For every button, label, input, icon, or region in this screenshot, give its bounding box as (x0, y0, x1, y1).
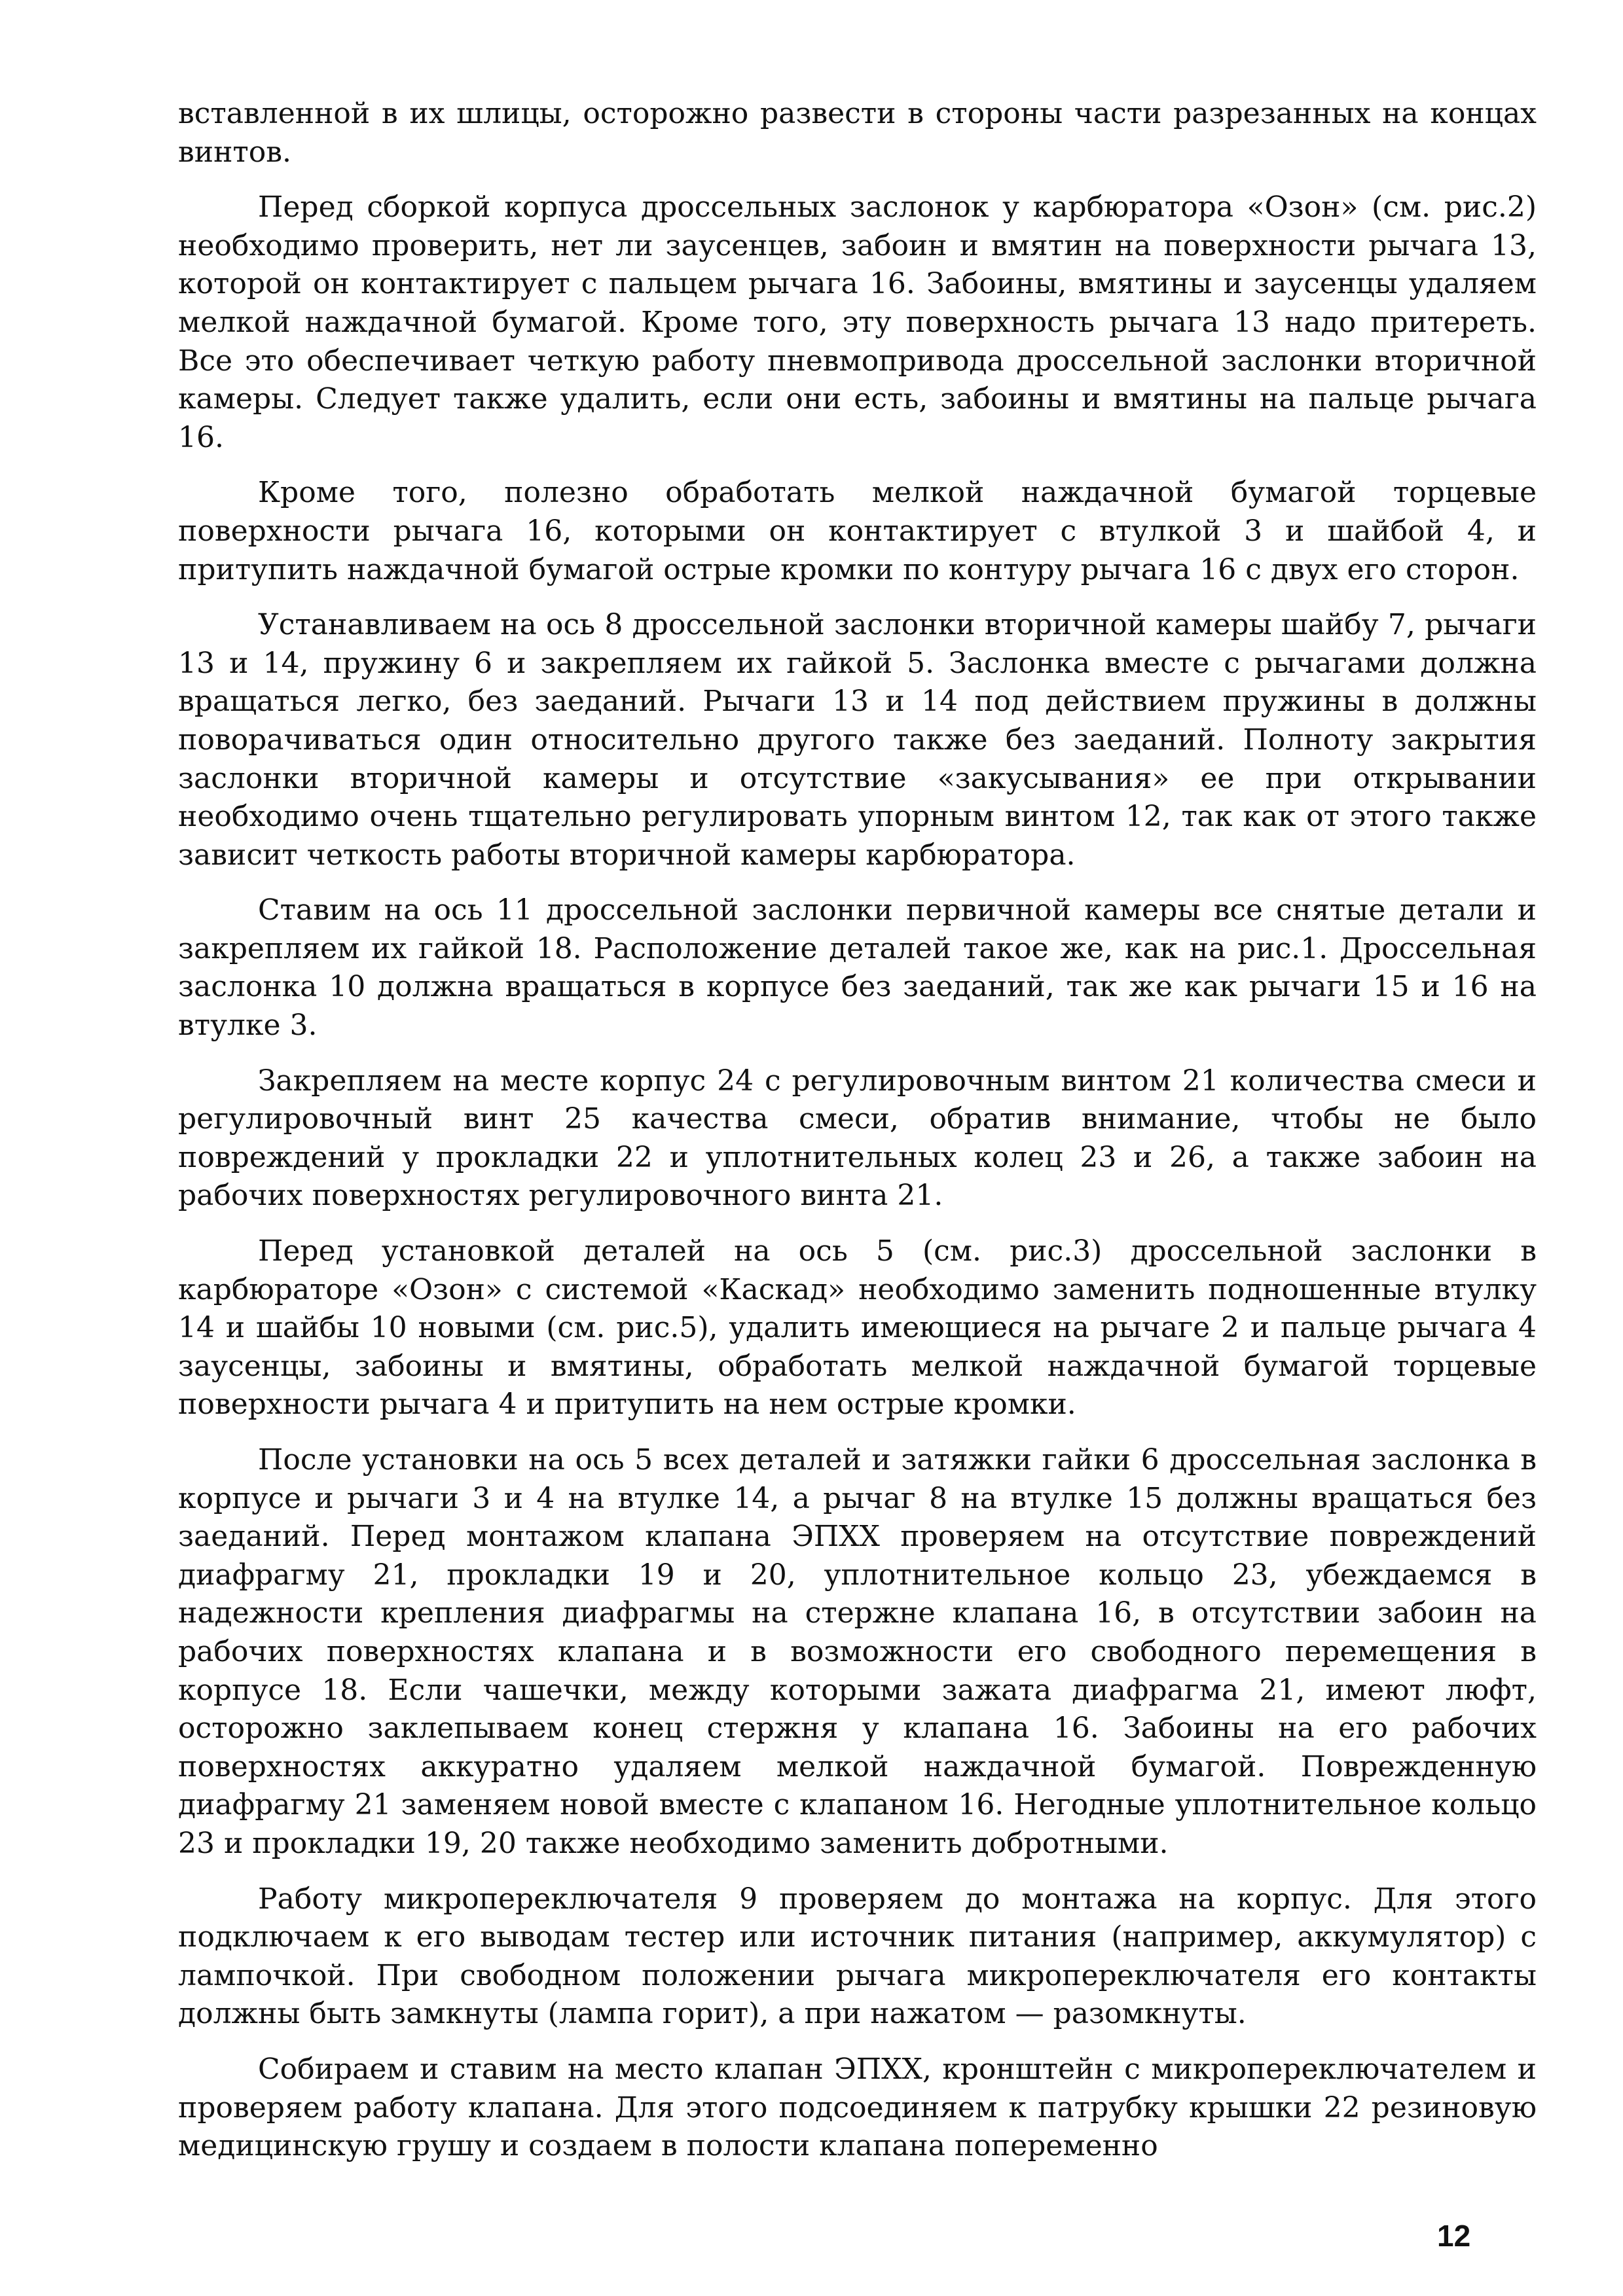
page-number: 12 (1437, 2219, 1471, 2253)
paragraph-3: Кроме того, полезно обработать мелкой наждачной бумагой торцевые поверхности рычага 16, которыми он контактирует с втулкой 3 и шайбой 4, и притупить наждачной бумагой острые кромки по контуру рычага 16 с двух его сторон. (178, 476, 1537, 586)
paragraph-2: Перед сборкой корпуса дроссельных заслонок у карбюратора «Озон» (см. рис.2) необходимо проверить, нет ли заусенцев, забоин и вмятин на поверхности рычага 13, которой он контактирует с пальцем рычага 16. Забоины, вмятины и заусенцы удаляем мелкой наждачной бумагой. Кроме того, эту поверхность рычага 13 надо притереть. Все это обеспечивает четкую работу пневмопривода дроссельной заслонки вторичной камеры. Следует также удалить, если они есть, забоины и вмятины на пальце рычага 16. (178, 190, 1537, 454)
paragraph-4: Устанавливаем на ось 8 дроссельной заслонки вторичной камеры шайбу 7, рычаги 13 и 14, пружину 6 и закрепляем их гайкой 5. Заслонка вместе с рычагами должна вращаться легко, без заеданий. Рычаги 13 и 14 под действием пружины в должны поворачиваться один относительно другого также без заеданий. Полноту закрытия заслонки вторичной камеры и отсутствие «закусывания» ее при открывании необходимо очень тщательно регулировать упорным винтом 12, так как от этого также зависит четкость работы вторичной камеры карбюратора. (178, 608, 1537, 872)
paragraph-9: Работу микропереключателя 9 проверяем до монтажа на корпус. Для этого подключаем к его выводам тестер или источник питания (например, аккумулятор) с лампочкой. При свободном положении рычага микропереключателя его контакты должны быть замкнуты (лампа горит), а при нажатом — разомкнуты. (178, 1882, 1537, 2031)
paragraph-8: После установки на ось 5 всех деталей и затяжки гайки 6 дроссельная заслонка в корпусе и рычаги 3 и 4 на втулке 14, а рычаг 8 на втулке 15 должны вращаться без заеданий. Перед монтажом клапана ЭПХХ проверяем на отсутствие повреждений диафрагму 21, прокладки 19 и 20, уплотнительное кольцо 23, убеждаемся в надежности крепления диафрагмы на стержне клапана 16, в отсутствии забоин на рабочих поверхностях клапана и в возможности его свободного перемещения в корпусе 18. Если чашечки, между которыми зажата диафрагма 21, имеют люфт, осторожно заклепываем конец стержня у клапана 16. Забоины на его рабочих поверхностях аккуратно удаляем мелкой наждачной бумагой. Поврежденную диафрагму 21 заменяем новой вместе с клапаном 16. Негодные уплотнительное кольцо 23 и прокладки 19, 20 также необходимо заменить добротными. (178, 1443, 1537, 1860)
paragraph-6: Закрепляем на месте корпус 24 с регулировочным винтом 21 количества смеси и регулировочный винт 25 качества смеси, обратив внимание, чтобы не было повреждений у прокладки 22 и уплотнительных колец 23 и 26, а также забоин на рабочих поверхностях регулировочного винта 21. (178, 1064, 1537, 1213)
paragraph-1: вставленной в их шлицы, осторожно развести в стороны части разрезанных на концах винтов. (178, 97, 1537, 169)
paragraph-10: Собираем и ставим на место клапан ЭПХХ, кронштейн с микропереключателем и проверяем работу клапана. Для этого подсоединяем к патрубку крышки 22 резиновую медицинскую грушу и создаем в полости клапана попеременно (178, 2052, 1537, 2163)
page-body-text (178, 95, 1537, 2183)
paragraph-5: Ставим на ось 11 дроссельной заслонки первичной камеры все снятые детали и закрепляем их гайкой 18. Расположение деталей такое же, как на рис.1. Дроссельная заслонка 10 должна вращаться в корпусе без заеданий, так же как рычаги 15 и 16 на втулке 3. (178, 893, 1537, 1043)
paragraph-7: Перед установкой деталей на ось 5 (см. рис.3) дроссельной заслонки в карбюраторе «Озон» с системой «Каскад» необходимо заменить подношенные втулку 14 и шайбы 10 новыми (см. рис.5), удалить имеющиеся на рычаге 2 и пальце рычага 4 заусенцы, забоины и вмятины, обработать мелкой наждачной бумагой торцевые поверхности рычага 4 и притупить на нем острые кромки. (178, 1234, 1537, 1422)
